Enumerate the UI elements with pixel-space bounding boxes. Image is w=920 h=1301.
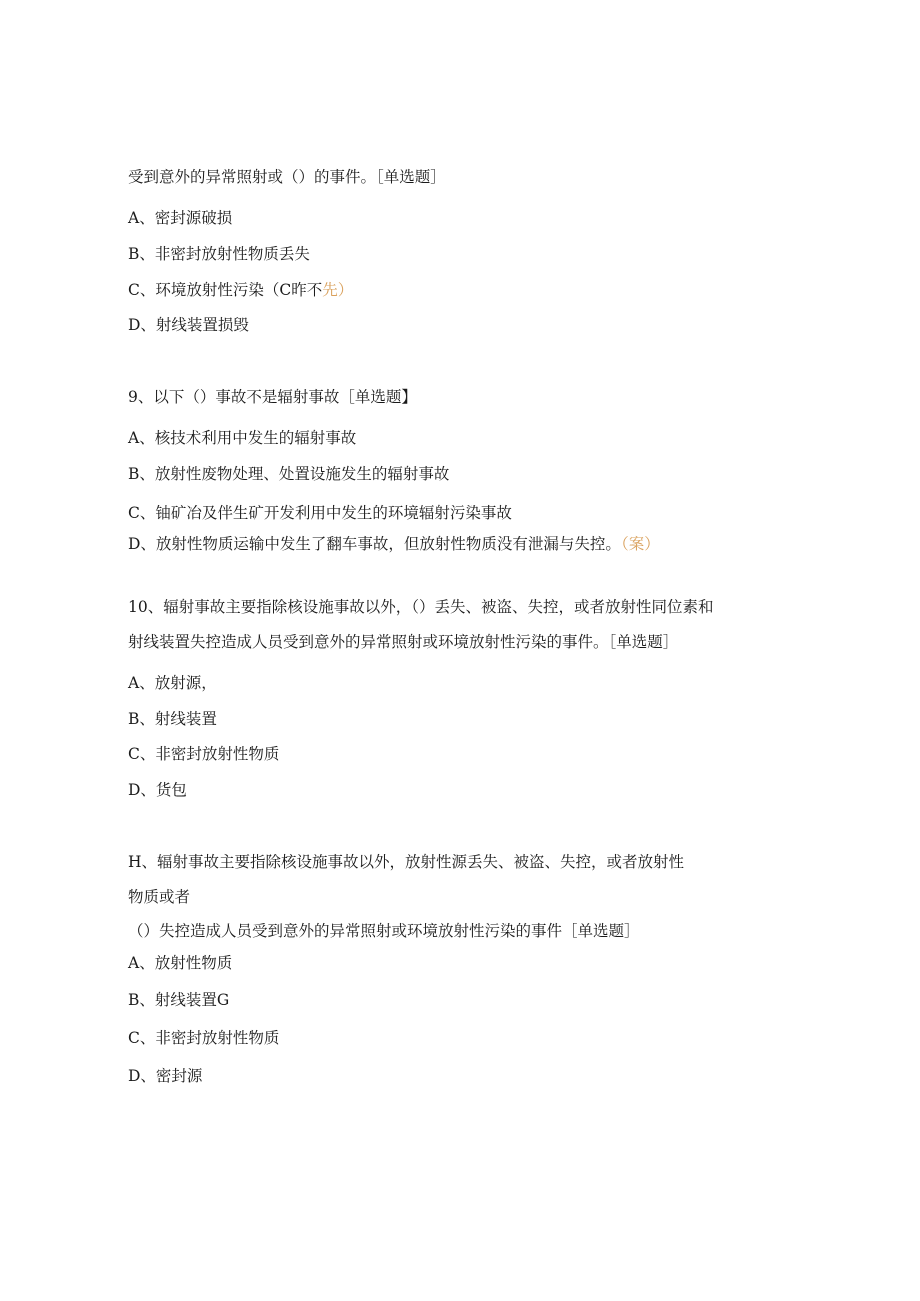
question-9-option-b: B、放射性废物处理、处置设施发生的辐射事故 bbox=[128, 465, 450, 483]
question-11-stem-line-3: （）失控造成人员受到意外的异常照射或环境放射性污染的事件［单选题］ bbox=[128, 922, 640, 940]
question-9-stem: 9、以下（）事故不是辐射事故［单选题】 bbox=[128, 388, 417, 406]
question-9-option-a: A、核技术利用中发生的辐射事故 bbox=[128, 429, 357, 447]
question-10-option-a: A、放射源， bbox=[128, 674, 217, 692]
question-11-stem-line-2: 物质或者 bbox=[128, 888, 191, 906]
question-8-option-c-text: C、环境放射性污染（C昨不 bbox=[128, 281, 323, 299]
question-11-option-c: C、非密封放射性物质 bbox=[128, 1029, 280, 1047]
question-11-stem-line-1: H、辐射事故主要指除核设施事故以外，放射性源丢失、被盗、失控，或者放射性 bbox=[128, 853, 685, 871]
question-8-answer-hint: 先） bbox=[322, 281, 354, 299]
question-8-option-b: B、非密封放射性物质丢失 bbox=[128, 245, 310, 263]
question-11-option-b: B、射线装置G bbox=[128, 991, 230, 1009]
question-10-option-d: D、货包 bbox=[128, 781, 187, 799]
question-10-stem-line-2: 射线装置失控造成人员受到意外的异常照射或环境放射性污染的事件。［单选题］ bbox=[128, 633, 679, 651]
question-9-option-d bbox=[128, 534, 660, 554]
question-10-option-b: B、射线装置 bbox=[128, 710, 217, 728]
question-8-stem: 受到意外的异常照射或（）的事件。［单选题］ bbox=[128, 168, 446, 186]
question-10-option-c: C、非密封放射性物质 bbox=[128, 745, 280, 763]
question-8-option-a: A、密封源破损 bbox=[128, 209, 233, 227]
question-11-option-a: A、放射性物质 bbox=[128, 954, 233, 972]
question-9-answer-hint: （案） bbox=[620, 535, 660, 553]
question-10-stem-line-1: 10、辐射事故主要指除核设施事故以外，（）丢失、被盗、失控，或者放射性同位素和 bbox=[128, 598, 714, 616]
question-9-option-c: C、铀矿冶及伴生矿开发利用中发生的环境辐射污染事故 bbox=[128, 504, 512, 522]
question-11-option-d: D、密封源 bbox=[128, 1067, 203, 1085]
question-9-option-d-text: D、放射性物质运输中发生了翻车事故，但放射性物质没有泄漏与失控。 bbox=[128, 535, 621, 553]
question-8-option-c bbox=[128, 280, 353, 300]
question-8-option-d: D、射线装置损毁 bbox=[128, 316, 249, 334]
